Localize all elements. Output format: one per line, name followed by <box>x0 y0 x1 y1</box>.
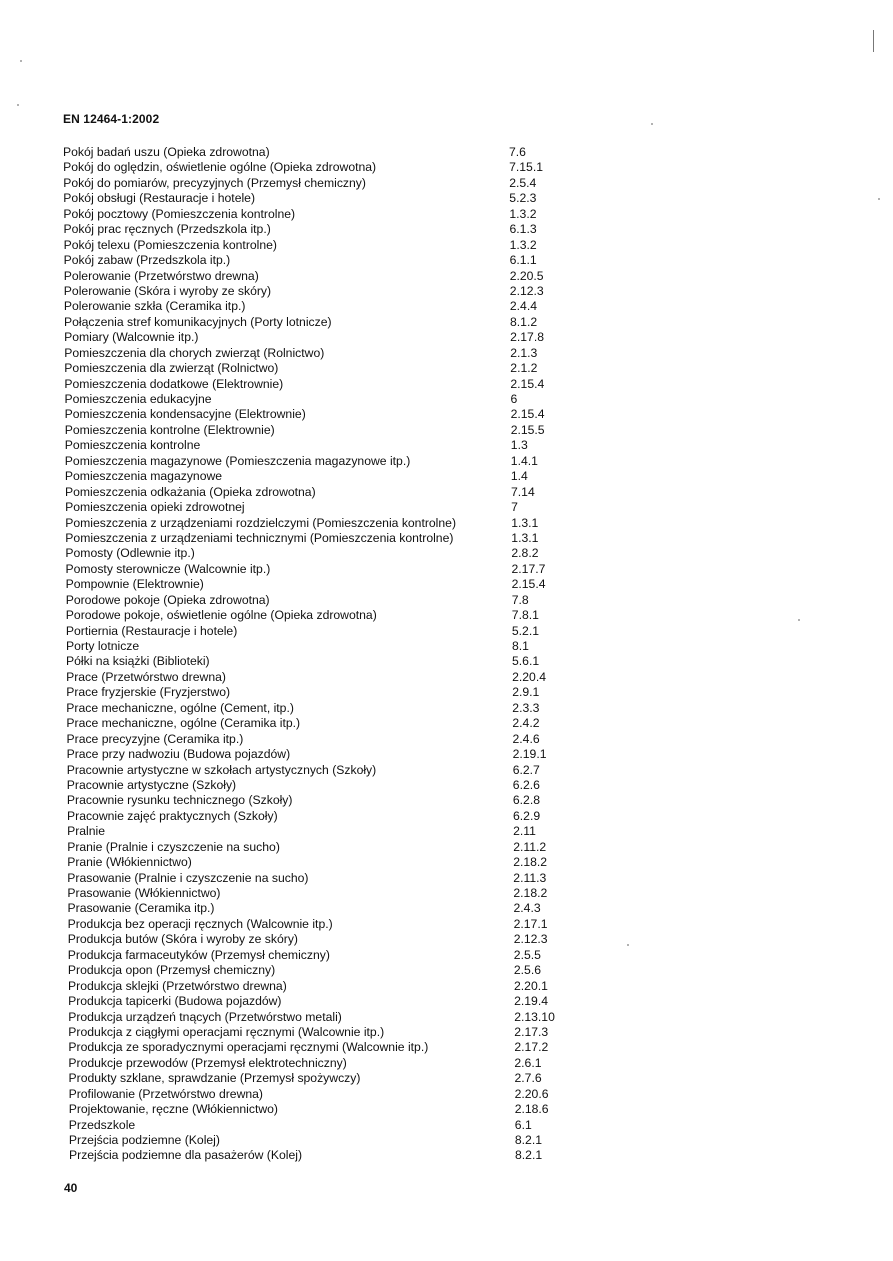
index-entry <box>0 330 893 345</box>
index-term: Pokój badań uszu (Opieka zdrowotna) <box>63 145 270 159</box>
index-entry <box>0 562 893 577</box>
index-term: Pranie (Włókiennictwo) <box>67 855 192 870</box>
index-entry <box>0 654 893 669</box>
index-entry <box>0 454 893 469</box>
index-term: Pomieszczenia kontrolne (Elektrownie) <box>64 422 275 437</box>
index-term: Połączenia stref komunikacyjnych (Porty lotnicze) <box>64 314 332 329</box>
index-term: Prace (Przetwórstwo drewna) <box>66 669 226 684</box>
section-reference: 7.6 <box>509 145 526 159</box>
section-reference: 2.11.3 <box>513 870 547 885</box>
section-reference: 2.9.1 <box>512 685 540 700</box>
index-term: Prasowanie (Ceramika itp.) <box>67 901 215 916</box>
section-reference: 8.2.1 <box>515 1148 543 1163</box>
index-term: Prace fryzjerskie (Fryzjerstwo) <box>66 685 231 700</box>
index-term: Porty lotnicze <box>66 639 140 653</box>
section-reference: 1.4.1 <box>510 453 538 468</box>
index-term: Pomieszczenia z urządzeniami rozdzielczymi (Pomieszczenia kontrolne) <box>65 515 457 530</box>
index-entry <box>0 932 893 947</box>
section-reference: 2.1.2 <box>510 361 538 376</box>
index-term: Pomiary (Walcownie itp.) <box>64 330 199 345</box>
section-reference: 2.12.3 <box>509 283 544 298</box>
section-reference: 2.15.4 <box>510 376 545 391</box>
index-term: Produkcja ze sporadycznymi operacjami ręcznymi (Walcownie itp.) <box>68 1040 429 1055</box>
index-entry <box>0 732 893 747</box>
index-entry <box>0 1148 893 1163</box>
index-term: Pokój pocztowy (Pomieszczenia kontrolne) <box>63 206 296 221</box>
index-entry <box>0 979 893 994</box>
section-reference: 7.15.1 <box>509 160 543 175</box>
index-term: Polerowanie (Przetwórstwo drewna) <box>63 268 259 283</box>
index-entry <box>0 1071 893 1086</box>
index-entry <box>0 469 893 484</box>
index-entry <box>0 716 893 731</box>
section-reference: 2.11 <box>513 824 536 839</box>
index-term: Produkcja farmaceutyków (Przemysł chemiczny) <box>67 947 330 962</box>
index-entry <box>0 269 893 284</box>
index-list <box>0 145 893 1164</box>
index-entry <box>0 1102 893 1117</box>
index-term: Pomieszczenia kondensacyjne (Elektrownie) <box>64 407 306 422</box>
index-entry <box>0 222 893 237</box>
index-entry <box>0 593 893 608</box>
index-entry <box>0 423 893 438</box>
index-entry <box>0 315 893 330</box>
section-reference: 2.5.4 <box>509 175 537 190</box>
index-entry <box>0 284 893 299</box>
index-entry <box>0 871 893 886</box>
section-reference: 2.12.3 <box>513 932 548 947</box>
section-reference: 1.3.2 <box>509 206 537 221</box>
section-reference: 6.2.8 <box>512 793 540 808</box>
index-entry <box>0 994 893 1009</box>
section-reference: 2.4.2 <box>512 716 540 731</box>
index-entry <box>0 763 893 778</box>
section-reference: 2.4.4 <box>509 299 537 314</box>
index-entry <box>0 191 893 206</box>
index-entry <box>0 901 893 916</box>
section-reference: 2.3.3 <box>512 700 540 715</box>
section-reference: 2.13.10 <box>514 1009 555 1024</box>
index-entry <box>0 1040 893 1055</box>
index-term: Produkcje przewodów (Przemysł elektrotechniczny) <box>68 1055 347 1070</box>
index-entry <box>0 809 893 824</box>
index-term: Pomieszczenia magazynowe (Pomieszczenia magazynowe itp.) <box>64 453 411 468</box>
section-reference: 2.18.2 <box>513 886 548 900</box>
index-entry <box>0 778 893 793</box>
index-entry <box>0 577 893 592</box>
index-term: Pomieszczenia kontrolne <box>64 438 201 453</box>
section-reference: 8.1 <box>512 639 529 653</box>
index-term: Produkcja urządzeń tnących (Przetwórstwo metali) <box>68 1009 342 1024</box>
index-entry <box>0 438 893 453</box>
section-reference: 1.3.1 <box>511 530 539 545</box>
index-term: Pracownie artystyczne (Szkoły) <box>66 777 237 792</box>
index-entry <box>0 963 893 978</box>
index-term: Prasowanie (Włókiennictwo) <box>67 886 221 900</box>
index-entry <box>0 361 893 376</box>
index-entry <box>0 299 893 314</box>
index-entry <box>0 392 893 407</box>
index-entry <box>0 160 893 175</box>
index-entry <box>0 145 893 160</box>
index-entry <box>0 793 893 808</box>
index-term: Porodowe pokoje (Opieka zdrowotna) <box>65 592 270 607</box>
index-entry <box>0 546 893 561</box>
index-entry <box>0 824 893 839</box>
section-reference: 8.2.1 <box>514 1133 542 1147</box>
index-term: Pokój prac ręcznych (Przedszkola itp.) <box>63 222 271 237</box>
index-term: Polerowanie szkła (Ceramika itp.) <box>63 299 246 314</box>
section-reference: 7.14 <box>511 484 535 499</box>
section-reference: 2.4.3 <box>513 901 541 916</box>
section-reference: 7 <box>511 500 518 515</box>
section-reference: 2.20.1 <box>514 978 548 993</box>
index-term: Produkcja z ciągłymi operacjami ręcznymi (Walcownie itp.) <box>68 1024 385 1039</box>
index-term: Pomieszczenia dodatkowe (Elektrownie) <box>64 376 284 391</box>
section-reference: 1.3.2 <box>509 237 537 252</box>
section-reference: 6.2.6 <box>512 777 540 792</box>
section-reference: 6.1.1 <box>509 253 537 268</box>
index-entry <box>0 855 893 870</box>
index-entry <box>0 377 893 392</box>
section-reference: 2.17.2 <box>514 1040 549 1055</box>
scan-edge-mark <box>873 30 874 52</box>
section-reference: 1.3 <box>510 438 528 453</box>
index-entry <box>0 1010 893 1025</box>
section-reference: 2.15.4 <box>511 577 546 592</box>
section-reference: 2.15.4 <box>510 407 545 422</box>
index-entry <box>0 485 893 500</box>
index-term: Pomieszczenia magazynowe <box>64 469 223 484</box>
section-reference: 2.17.3 <box>514 1024 549 1039</box>
section-reference: 2.1.3 <box>510 345 538 360</box>
section-reference: 5.2.1 <box>511 623 539 638</box>
index-term: Pomieszczenia opieki zdrowotnej <box>65 500 245 515</box>
section-reference: 2.11.2 <box>513 839 547 854</box>
section-reference: 5.2.3 <box>509 191 537 206</box>
index-entry <box>0 917 893 932</box>
index-entry <box>0 1133 893 1148</box>
index-term: Półki na książki (Biblioteki) <box>66 654 210 669</box>
index-term: Pracownie zajęć praktycznych (Szkoły) <box>67 808 278 823</box>
index-entry <box>0 1025 893 1040</box>
section-reference: 2.17.7 <box>511 561 546 576</box>
index-term: Produkcja opon (Przemysł chemiczny) <box>67 963 276 978</box>
index-term: Produkcja bez operacji ręcznych (Walcownie itp.) <box>67 916 333 931</box>
section-reference: 1.4 <box>510 469 528 484</box>
section-reference: 8.1.2 <box>510 314 538 329</box>
index-term: Pracownie artystyczne w szkołach artystycznych (Szkoły) <box>66 762 377 777</box>
index-term: Pomieszczenia z urządzeniami technicznymi (Pomieszczenia kontrolne) <box>65 530 454 545</box>
index-entry <box>0 516 893 531</box>
index-entry <box>0 253 893 268</box>
index-entry <box>0 685 893 700</box>
index-term: Pokój zabaw (Przedszkola itp.) <box>63 253 231 268</box>
index-entry <box>0 207 893 222</box>
section-reference: 2.18.2 <box>513 855 548 870</box>
index-term: Polerowanie (Skóra i wyroby ze skóry) <box>63 283 272 298</box>
section-reference: 2.19.4 <box>514 994 548 1009</box>
index-term: Prace mechaniczne, ogólne (Ceramika itp.) <box>66 716 301 731</box>
section-reference: 5.6.1 <box>512 654 540 669</box>
section-reference: 2.17.1 <box>513 916 548 931</box>
index-term: Prasowanie (Pralnie i czyszczenie na sucho) <box>67 870 309 885</box>
scan-speck <box>20 60 22 62</box>
section-reference: 7.8.1 <box>511 608 539 623</box>
index-term: Pomieszczenia dla chorych zwierząt (Rolnictwo) <box>64 345 325 360</box>
index-term: Pomosty sterownicze (Walcownie itp.) <box>65 561 271 576</box>
index-term: Produkcja butów (Skóra i wyroby ze skóry) <box>67 932 298 947</box>
page-number: 40 <box>64 1181 78 1195</box>
index-term: Przejścia podziemne (Kolej) <box>68 1133 220 1147</box>
index-term: Prace przy nadwoziu (Budowa pojazdów) <box>66 747 291 762</box>
index-term: Pokój do pomiarów, precyzyjnych (Przemysł chemiczny) <box>63 175 366 190</box>
index-entry <box>0 670 893 685</box>
section-reference: 2.17.8 <box>510 330 544 345</box>
index-entry <box>0 1087 893 1102</box>
index-entry <box>0 701 893 716</box>
index-term: Projektowanie, ręczne (Włókiennictwo) <box>68 1102 278 1117</box>
section-reference: 6.2.7 <box>512 762 540 777</box>
index-term: Pokój telexu (Pomieszczenia kontrolne) <box>63 237 277 252</box>
section-reference: 2.19.1 <box>512 747 547 762</box>
index-term: Produkcja tapicerki (Budowa pojazdów) <box>68 994 282 1009</box>
index-entry <box>0 176 893 191</box>
index-entry <box>0 1118 893 1133</box>
index-term: Porodowe pokoje, oświetlenie ogólne (Opieka zdrowotna) <box>65 608 377 623</box>
index-term: Pralnie <box>67 824 106 839</box>
section-reference: 6.1 <box>514 1117 532 1132</box>
index-term: Portiernia (Restauracje i hotele) <box>65 623 238 638</box>
index-entry <box>0 840 893 855</box>
index-entry <box>0 624 893 639</box>
section-reference: 2.5.6 <box>513 963 541 978</box>
scan-speck <box>651 123 653 125</box>
index-term: Prace precyzyjne (Ceramika itp.) <box>66 731 244 746</box>
section-reference: 6 <box>510 392 518 406</box>
index-term: Profilowanie (Przetwórstwo drewna) <box>68 1086 263 1101</box>
index-entry <box>0 608 893 623</box>
index-entry <box>0 346 893 361</box>
index-term: Przejścia podziemne dla pasażerów (Kolej) <box>69 1148 303 1163</box>
scan-speck <box>17 104 19 106</box>
index-entry <box>0 639 893 654</box>
index-entry <box>0 886 893 901</box>
section-reference: 2.4.6 <box>512 731 540 746</box>
section-reference: 2.15.5 <box>510 422 545 437</box>
index-entry <box>0 407 893 422</box>
index-term: Przedszkole <box>68 1117 136 1132</box>
section-reference: 7.8 <box>511 592 529 607</box>
section-reference: 2.18.6 <box>514 1102 549 1117</box>
section-reference: 2.5.5 <box>513 947 541 962</box>
index-term: Produkty szklane, sprawdzanie (Przemysł spożywczy) <box>68 1071 361 1086</box>
index-entry <box>0 531 893 546</box>
index-term: Pranie (Pralnie i czyszczenie na sucho) <box>67 839 280 854</box>
index-term: Pomosty (Odlewnie itp.) <box>65 546 195 561</box>
index-term: Pompownie (Elektrownie) <box>65 577 204 592</box>
index-term: Pokój do oględzin, oświetlenie ogólne (Opieka zdrowotna) <box>63 160 377 175</box>
index-term: Pomieszczenia edukacyjne <box>64 392 212 406</box>
index-entry <box>0 500 893 515</box>
section-reference: 2.20.6 <box>514 1086 549 1101</box>
section-reference: 6.1.3 <box>509 222 537 237</box>
index-term: Pomieszczenia dla zwierząt (Rolnictwo) <box>64 361 279 376</box>
standard-header: EN 12464-1:2002 <box>63 112 160 126</box>
index-term: Pomieszczenia odkażania (Opieka zdrowotna) <box>65 484 316 499</box>
index-term: Pokój obsługi (Restauracje i hotele) <box>63 191 256 206</box>
index-entry <box>0 238 893 253</box>
index-entry <box>0 1056 893 1071</box>
index-entry <box>0 747 893 762</box>
index-term: Produkcja sklejki (Przetwórstwo drewna) <box>68 978 287 993</box>
section-reference: 2.8.2 <box>511 546 539 561</box>
index-term: Prace mechaniczne, ogólne (Cement, itp.) <box>66 700 294 715</box>
section-reference: 2.20.5 <box>509 268 544 283</box>
section-reference: 2.6.1 <box>514 1055 542 1070</box>
section-reference: 6.2.9 <box>513 808 541 823</box>
index-entry <box>0 948 893 963</box>
index-term: Pracownie rysunku technicznego (Szkoły) <box>66 793 293 808</box>
section-reference: 2.7.6 <box>514 1071 542 1086</box>
section-reference: 2.20.4 <box>512 669 546 684</box>
section-reference: 1.3.1 <box>511 515 539 530</box>
